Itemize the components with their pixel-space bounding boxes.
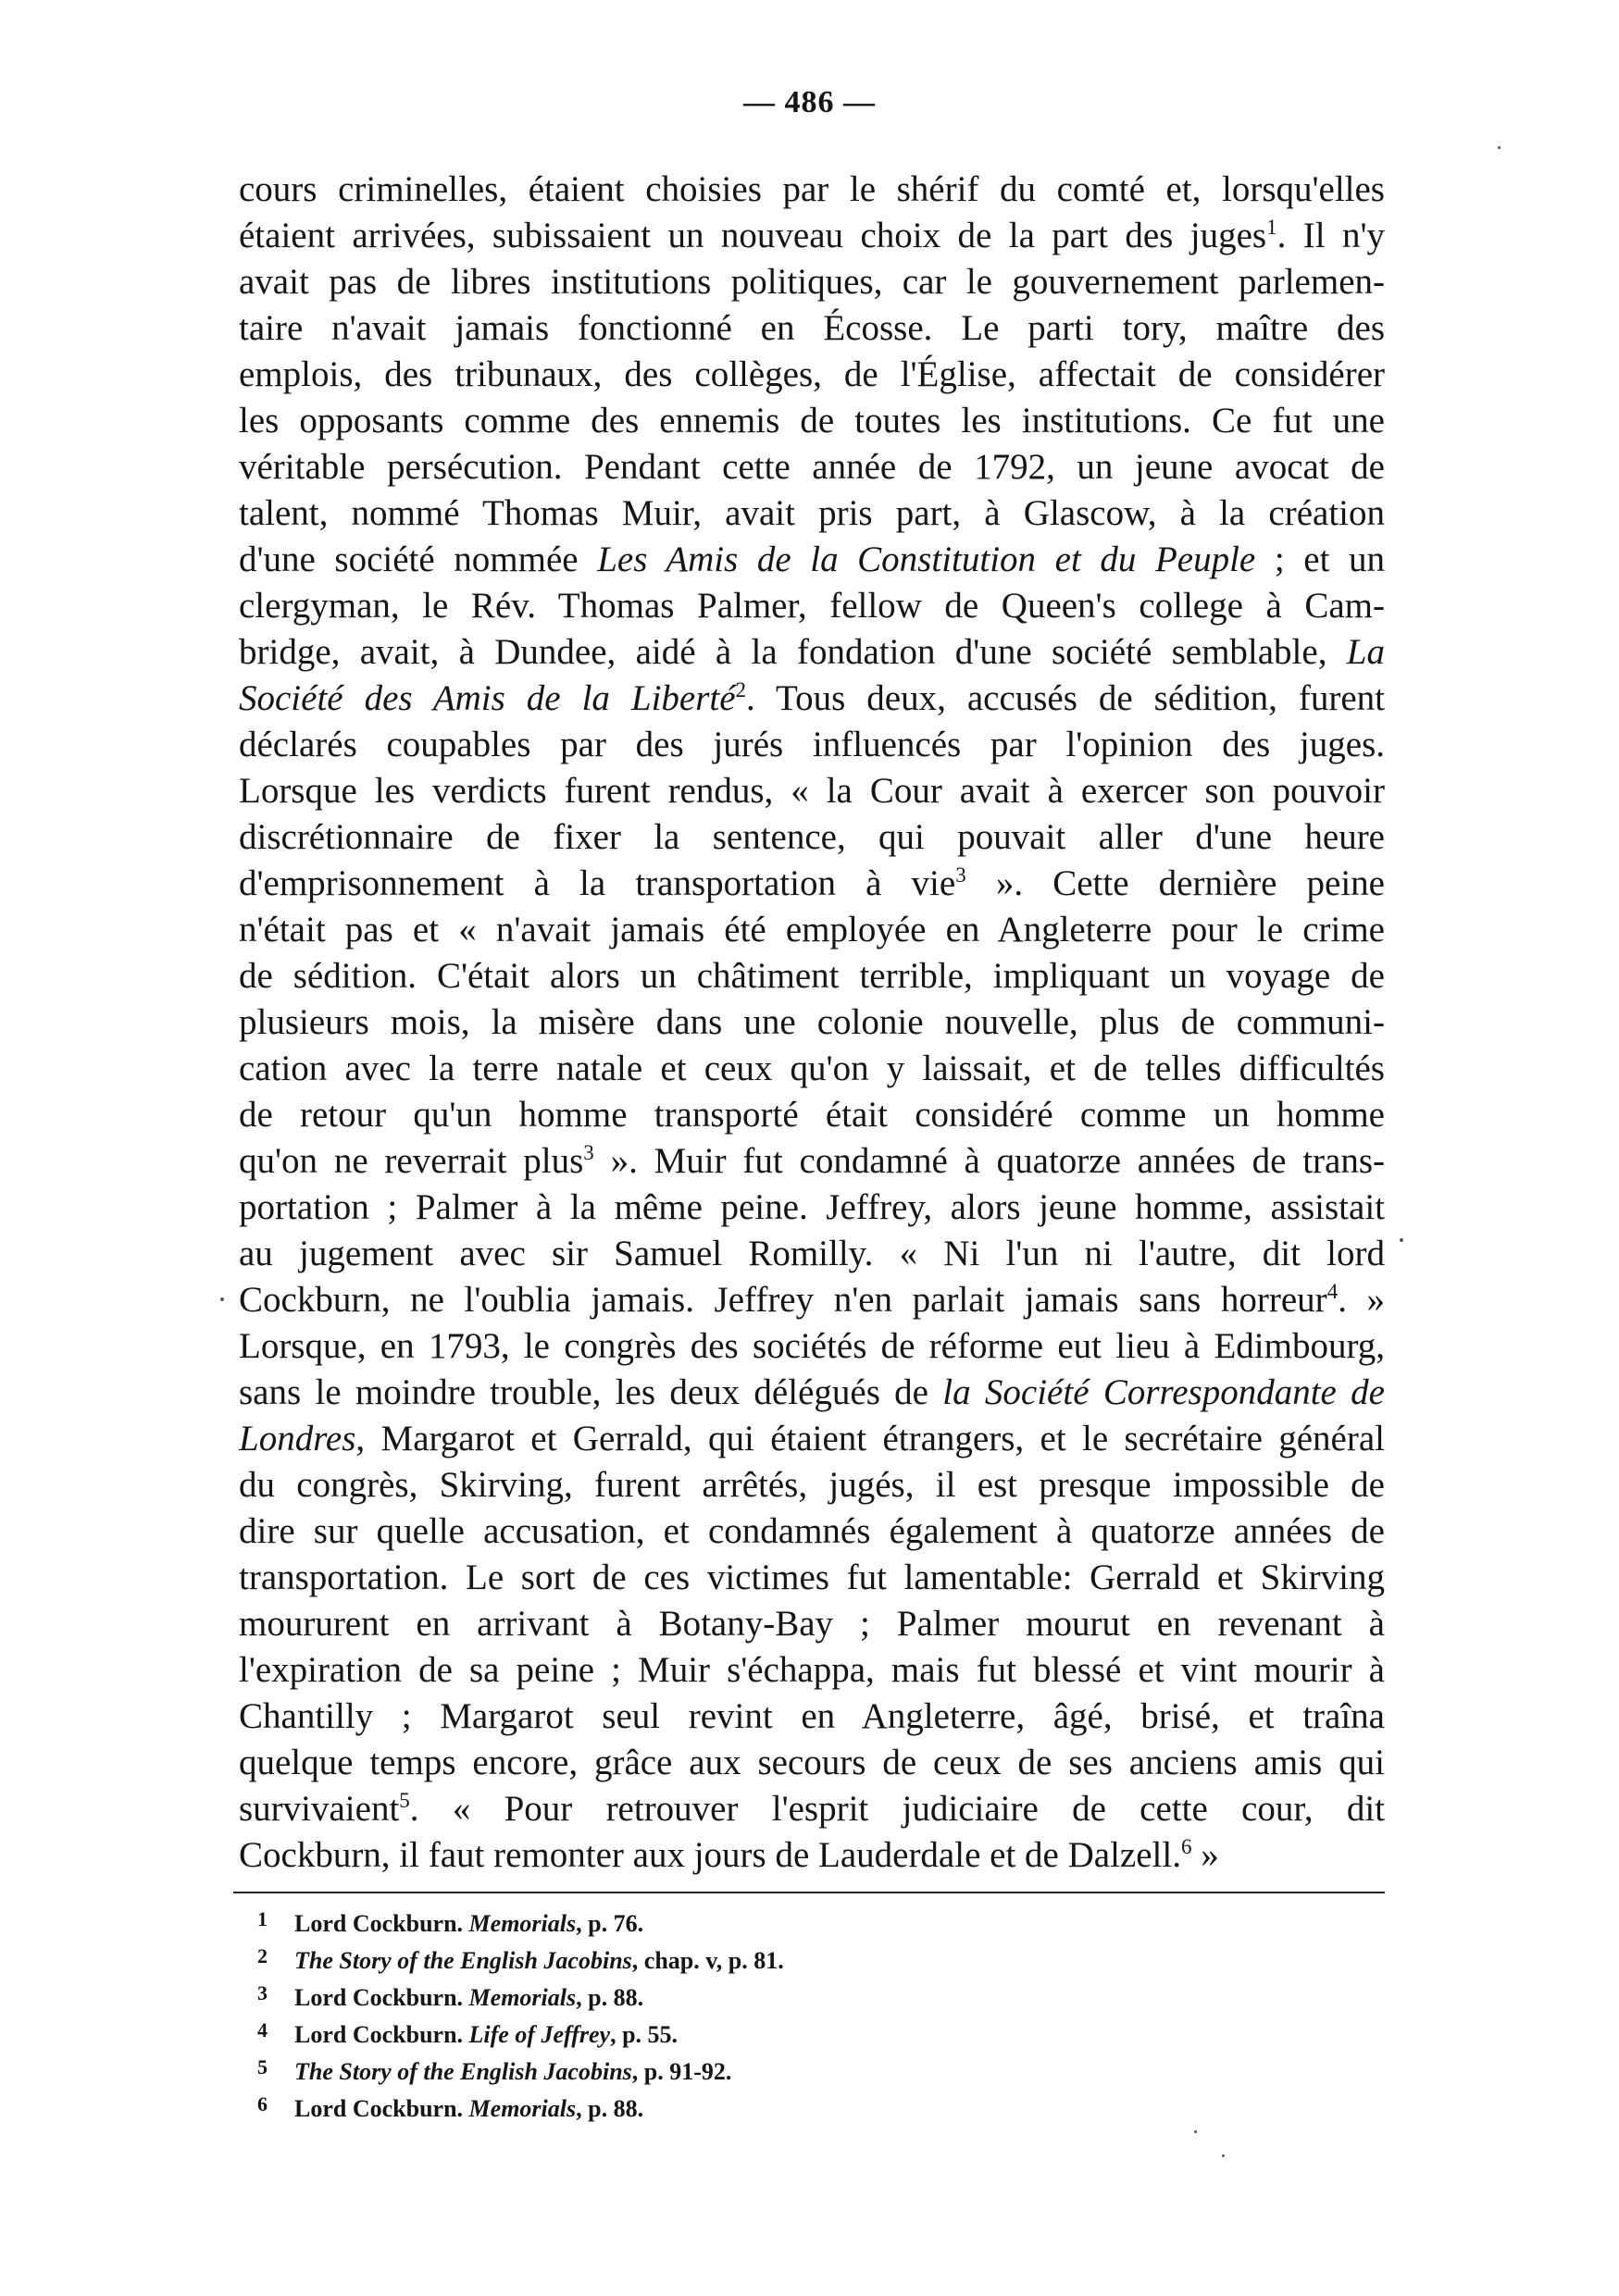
text-line [239,167,1385,213]
text-line [239,1832,1385,1879]
line-text: cation avec la terre natale et ceux qu'on y laissait, et de telles difficultés [239,1049,1385,1088]
line-text: au jugement avec sir Samuel Romilly. « Ni l'un ni l'autre, dit lord [239,1234,1385,1273]
line-text: discrétionnaire de fixer la sentence, qui pouvait aller d'une heure [239,817,1385,857]
line-text: plusieurs mois, la misère dans une colonie nouvelle, plus de communi- [239,1002,1385,1042]
text-line [239,305,1385,352]
line-text: clergyman, le Rév. Thomas Palmer, fellow de Queen's college à Cam- [239,586,1385,626]
footnote-location: , p. 88. [576,1984,644,2011]
italic-title: Société des Amis de la Liberté [239,678,736,718]
line-text: cours criminelles, étaient choisies par le shérif du comté et, lorsqu'elles [239,169,1385,209]
text-line [239,444,1385,490]
text-line [239,1647,1385,1694]
line-text: Cockburn, il faut remonter aux jours de Lauderdale et de Dalzell. [239,1835,1181,1875]
line-text-continued: ». Cette dernière peine [965,863,1385,903]
line-text: avait pas de libres institutions politiques, car le gouvernement parlemen- [239,262,1385,302]
text-line [239,1231,1385,1277]
footnote-number: 4 [257,2018,268,2042]
text-line [239,1694,1385,1740]
text-line [239,1138,1385,1185]
text-line [239,907,1385,953]
footnote-source-title: Memorials [468,2095,577,2122]
line-text-continued: . « Pour retrouver l'esprit judiciaire de cette cour, dit [409,1789,1385,1829]
italic-title: La [1346,632,1385,672]
line-text-continued: , Margarot et Gerrald, qui étaient étrangers, et le secrétaire général [355,1419,1385,1458]
footnote-reference[interactable]: 1 [1266,216,1277,239]
text-line [239,676,1385,722]
line-text: de retour qu'un homme transporté était considéré comme un homme [239,1095,1385,1135]
text-line [239,259,1385,305]
line-text-continued: ; et un [1255,540,1386,579]
line-text: Chantilly ; Margarot seul revint en Angleterre, âgé, brisé, et traîna [239,1696,1385,1736]
text-line [239,1185,1385,1231]
footnote-author: Lord Cockburn. [294,2021,469,2048]
footnote-source-title: Memorials [468,1984,577,2011]
line-text: Cockburn, ne l'oublia jamais. Jeffrey n'en parlait jamais sans horreur [239,1280,1327,1320]
italic-title: Londres [239,1419,356,1458]
text-line [239,999,1385,1046]
line-text-continued: . Tous deux, accusés de sédition, furent [746,678,1385,718]
footnote-number: 3 [257,1981,268,2004]
footnote-location: , p. 76. [576,1910,644,1937]
footnote-location: , p. 88. [576,2095,644,2122]
footnote-author: Lord Cockburn. [294,1910,469,1937]
line-text-continued: ». Muir fut condamné à quatorze années de trans- [593,1141,1385,1181]
line-text: survivaient [239,1789,400,1829]
footnote-number: 2 [257,1944,268,1967]
line-text: d'emprisonnement à la transportation à vie [239,863,956,903]
text-line [239,1601,1385,1647]
line-text: déclarés coupables par des jurés influencés par l'opinion des juges. [239,725,1385,764]
line-text: n'était pas et « n'avait jamais été employée en Angleterre pour le crime [239,910,1385,949]
footnote-number: 6 [257,2092,268,2116]
line-text-continued: » [1191,1835,1219,1875]
footnote-reference[interactable]: 5 [399,1789,410,1812]
line-text: portation ; Palmer à la même peine. Jeffrey, alors jeune homme, assistait [239,1187,1385,1227]
footnote-item [257,2086,1276,2123]
text-line [239,629,1385,676]
line-text: Lorsque les verdicts furent rendus, « la Cour avait à exercer son pouvoir [239,771,1385,811]
scan-speck [220,1297,224,1301]
footnote-number: 1 [257,1907,268,1930]
text-line [239,1323,1385,1370]
footnote-source-title: Life of Jeffrey [468,2021,611,2048]
line-text: taire n'avait jamais fonctionné en Écosse. Le parti tory, maître des [239,308,1385,348]
scan-speck [1400,1238,1403,1242]
text-line [239,1462,1385,1508]
line-text: d'une société nommée [239,540,598,579]
scan-speck [1222,2154,1225,2157]
text-line [239,814,1385,861]
line-text: bridge, avait, à Dundee, aidé à la fondation d'une société semblable, [239,632,1347,672]
text-line [239,1416,1385,1462]
text-line [239,1046,1385,1092]
line-text: moururent en arrivant à Botany-Bay ; Palmer mourut en revenant à [239,1604,1385,1644]
footnote-location: , p. 55. [610,2021,679,2048]
text-line [239,722,1385,768]
text-line [239,1508,1385,1555]
footnote-reference[interactable]: 2 [735,678,747,701]
text-line [239,398,1385,444]
text-line [239,537,1385,583]
footnote-source-title: The Story of the English Jacobins [294,1947,632,1974]
footnote-number: 5 [257,2055,268,2079]
line-text: dire sur quelle accusation, et condamnés également à quatorze années de [239,1511,1385,1551]
line-text: étaient arrivées, subissaient un nouveau choix de la part des juges [239,216,1267,255]
footnote-divider [233,1892,1385,1893]
footnote-reference[interactable]: 4 [1326,1280,1339,1303]
footnote-item [257,2012,1276,2049]
footnote-author: Lord Cockburn. [294,2095,469,2122]
footnote-reference[interactable]: 3 [955,863,966,887]
footnote-reference[interactable]: 3 [583,1141,594,1164]
line-text: sans le moindre trouble, les deux délégués de [239,1372,943,1412]
text-line [239,1740,1385,1786]
footnote-item [257,1901,1276,1938]
text-line [239,1277,1385,1323]
scan-speck [1498,146,1501,149]
footnote-source-title: Memorials [468,1910,577,1937]
text-line [239,1370,1385,1416]
text-line [239,953,1385,999]
footnote-item [257,1975,1276,2012]
footnote-location: , p. 91-92. [631,2058,732,2085]
footnote-author: Lord Cockburn. [294,1984,469,2011]
italic-title: la Société Correspondante de [942,1372,1385,1412]
line-text: du congrès, Skirving, furent arrêtés, jugés, il est presque impossible de [239,1465,1385,1505]
footnotes [257,1901,1276,2123]
text-line [239,583,1385,629]
line-text: quelque temps encore, grâce aux secours de ceux de ses anciens amis qui [239,1743,1385,1782]
text-line [239,768,1385,814]
line-text: qu'on ne reverrait plus [239,1141,584,1181]
line-text: de sédition. C'était alors un châtiment terrible, impliquant un voyage de [239,956,1385,996]
line-text: emplois, des tribunaux, des collèges, de l'Église, affectait de considérer [239,354,1385,394]
text-line [239,1555,1385,1601]
footnote-item [257,2049,1276,2086]
footnote-source-title: The Story of the English Jacobins [294,2058,632,2085]
line-text: l'expiration de sa peine ; Muir s'échappa, mais fut blessé et vint mourir à [239,1650,1385,1690]
text-line [239,213,1385,259]
line-text: Lorsque, en 1793, le congrès des sociétés de réforme eut lieu à Edimbourg, [239,1326,1385,1366]
line-text-continued: . » [1338,1280,1386,1320]
text-line [239,352,1385,398]
text-line [239,1092,1385,1138]
footnote-reference[interactable]: 6 [1180,1835,1192,1858]
italic-title: Les Amis de la Constitution et du Peuple [597,540,1256,579]
line-text: les opposants comme des ennemis de toutes les institutions. Ce fut une [239,401,1385,441]
page-number: — 486 — [743,85,876,119]
footnote-item [257,1938,1276,1975]
line-text: talent, nommé Thomas Muir, avait pris part, à Glascow, à la création [239,493,1385,533]
line-text: transportation. Le sort de ces victimes fut lamentable: Gerrald et Skirving [239,1558,1385,1597]
body-text [239,167,1385,1879]
line-text-continued: . Il n'y [1277,216,1385,255]
text-line [239,861,1385,907]
line-text: véritable persécution. Pendant cette année de 1792, un jeune avocat de [239,447,1385,487]
text-line [239,1786,1385,1832]
footnote-location: , chap. v, p. 81. [631,1947,784,1974]
scan-speck [1194,2130,1197,2133]
text-line [239,490,1385,537]
